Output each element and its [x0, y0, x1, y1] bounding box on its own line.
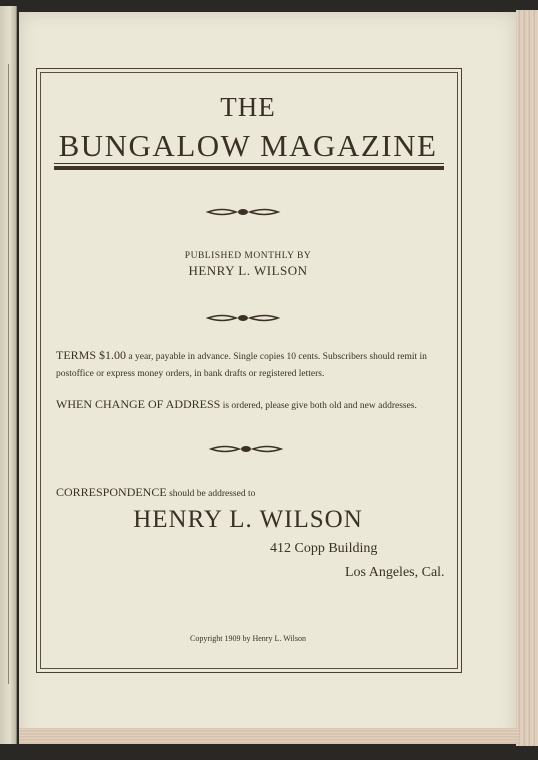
correspondence-text: should be addressed to — [166, 489, 256, 499]
correspondence-line — [56, 485, 255, 500]
scroll-ornament-icon — [0, 207, 538, 217]
terms-paragraph — [56, 347, 448, 383]
scroll-ornament-icon — [0, 444, 538, 454]
title-rule-thick — [54, 166, 444, 170]
address-line-2: Los Angeles, Cal. — [345, 565, 445, 580]
copyright-notice: Copyright 1909 by Henry L. Wilson — [190, 634, 306, 643]
terms-lead: TERMS $1.00 — [56, 348, 127, 362]
page-stack-edge-right — [516, 10, 538, 746]
correspondence-name: HENRY L. WILSON — [133, 506, 363, 533]
correspondence-lead: CORRESPONDENCE — [56, 485, 167, 499]
published-by-label: PUBLISHED MONTHLY BY — [184, 251, 312, 261]
change-lead: WHEN CHANGE OF ADDRESS — [56, 397, 221, 411]
facing-page-rule — [4, 64, 9, 684]
magazine-title: BUNGALOW MAGAZINE — [58, 128, 438, 163]
terms-text: a year, payable in advance. Single copies 10 cents. Subscribers should remit in postoffice or express money orders, in bank drafts or registered letters. — [56, 352, 427, 379]
title-line-1: THE — [220, 92, 276, 122]
title-rule-thin — [54, 163, 444, 164]
page-stack-edge-bottom — [19, 728, 519, 744]
facing-page-edge — [0, 6, 17, 744]
change-of-address-notice — [56, 396, 448, 415]
publisher-name: HENRY L. WILSON — [188, 263, 308, 278]
scroll-ornament-icon — [0, 313, 538, 323]
change-text: is ordered, please give both old and new addresses. — [220, 401, 417, 411]
address-line-1: 412 Copp Building — [270, 541, 378, 556]
